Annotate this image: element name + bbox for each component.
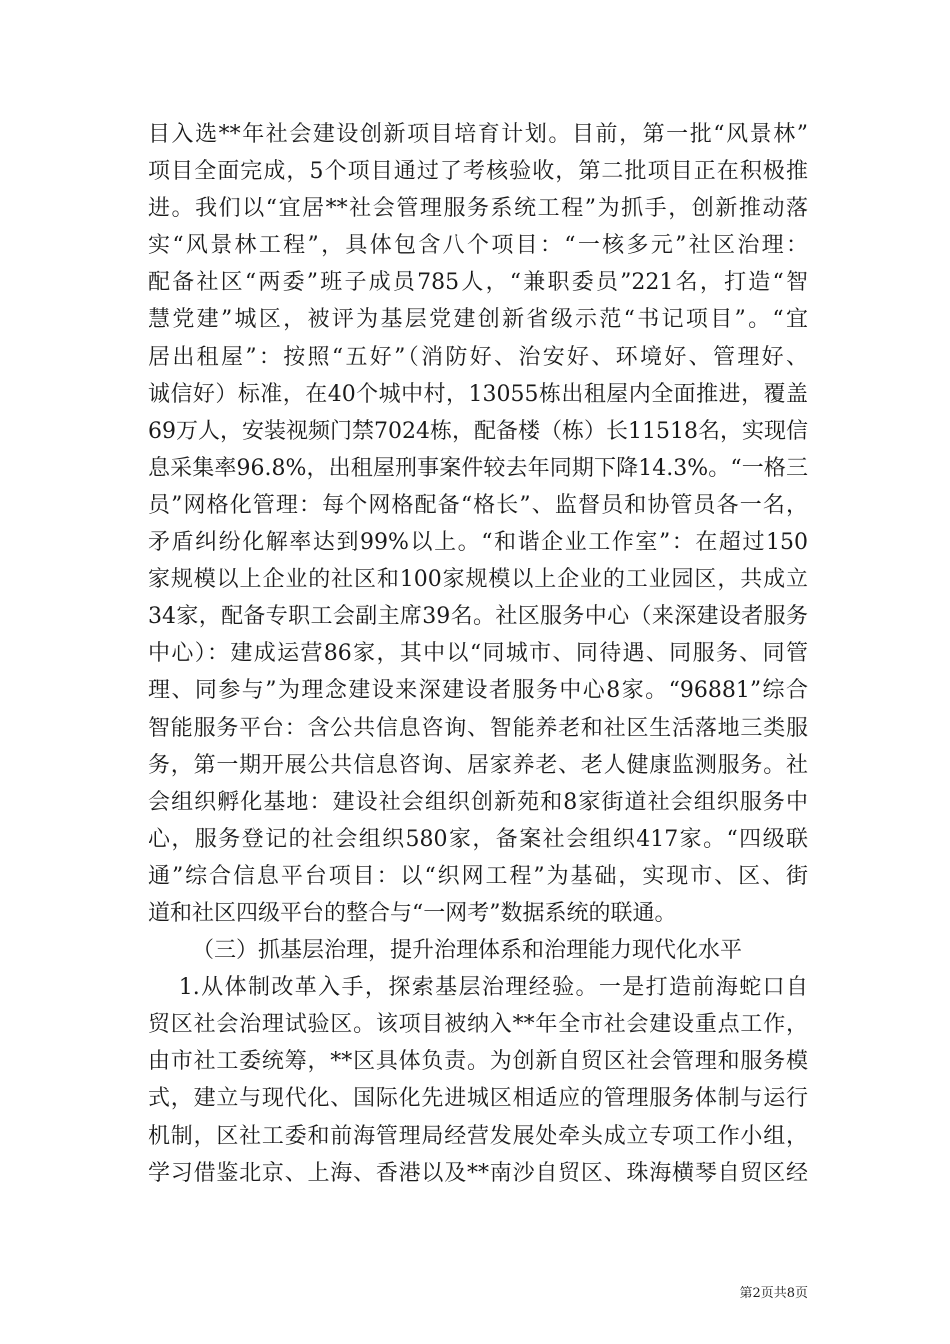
text-line: 道和社区四级平台的整合与“一网考”数据系统的联通。: [148, 900, 677, 926]
text-line: 式，建立与现代化、国际化先进城区相适应的管理服务体制与运行: [148, 1086, 808, 1112]
text-line: 中心）：建成运营86家，其中以“同城市、同待遇、同服务、同管: [148, 641, 808, 667]
text-line: 理、同参与”为理念建设来深建设者服务中心8家。“96881”综合: [148, 678, 808, 704]
text-line: 进。我们以“宜居**社会管理服务系统工程”为抓手，创新推动落: [148, 196, 808, 222]
text-line: 项目全面完成，5个项目通过了考核验收，第二批项目正在积极推: [148, 159, 808, 185]
text-line: 矛盾纠纷化解率达到99%以上。“和谐企业工作室”：在超过150: [148, 530, 808, 556]
text-line: 实“风景林工程”，具体包含八个项目：“一核多元”社区治理：: [148, 233, 808, 259]
page-footer: 第2页共8页: [739, 1286, 808, 1301]
text-line: 通”综合信息平台项目：以“织网工程”为基础，实现市、区、街: [148, 863, 808, 889]
text-line: 目入选**年社会建设创新项目培育计划。目前，第一批“风景林”: [148, 122, 808, 147]
text-line: 69万人，安装视频门禁7024栋，配备楼（栋）长11518名，实现信: [148, 418, 808, 444]
text-line: 会组织孵化基地：建设社会组织创新苑和8家街道社会组织服务中: [148, 789, 808, 815]
text-line: 1.从体制改革入手，探索基层治理经验。一是打造前海蛇口自: [178, 975, 808, 1001]
text-line: 家规模以上企业的社区和100家规模以上企业的工业园区，共成立: [148, 567, 808, 593]
text-line: 配备社区“两委”班子成员785人，“兼职委员”221名，打造“智: [148, 270, 808, 296]
text-line: 诚信好）标准，在40个城中村，13055栋出租屋内全面推进，覆盖: [148, 381, 808, 407]
text-line: （三）抓基层治理，提升治理体系和治理能力现代化水平: [192, 938, 743, 964]
text-line: 心，服务登记的社会组织580家，备案社会组织417家。“四级联: [148, 826, 808, 852]
body-text: [148, 116, 808, 1192]
text-line: 贸区社会治理试验区。该项目被纳入**年全市社会建设重点工作，: [148, 1012, 808, 1038]
text-line: 34家，配备专职工会副主席39名。社区服务中心（来深建设者服务: [148, 604, 808, 630]
text-line: 慧党建”城区，被评为基层党建创新省级示范“书记项目”。“宜: [148, 307, 808, 333]
text-line: 员”网格化管理：每个网格配备“格长”、监督员和协管员各一名，: [148, 492, 808, 518]
text-line: 务，第一期开展公共信息咨询、居家养老、老人健康监测服务。社: [148, 752, 808, 778]
text-line: 智能服务平台：含公共信息咨询、智能养老和社区生活落地三类服: [148, 715, 808, 741]
text-line: 机制，区社工委和前海管理局经营发展处牵头成立专项工作小组，: [148, 1123, 808, 1149]
text-line: 居出租屋”：按照“五好”（消防好、治安好、环境好、管理好、: [148, 344, 808, 370]
text-line: 学习借鉴北京、上海、香港以及**南沙自贸区、珠海横琴自贸区经: [148, 1160, 808, 1186]
text-line: 息采集率96.8%，出租屋刑事案件较去年同期下降14.3%。“一格三: [148, 455, 808, 481]
text-line: 由市社工委统筹，**区具体负责。为创新自贸区社会管理和服务模: [148, 1049, 808, 1075]
